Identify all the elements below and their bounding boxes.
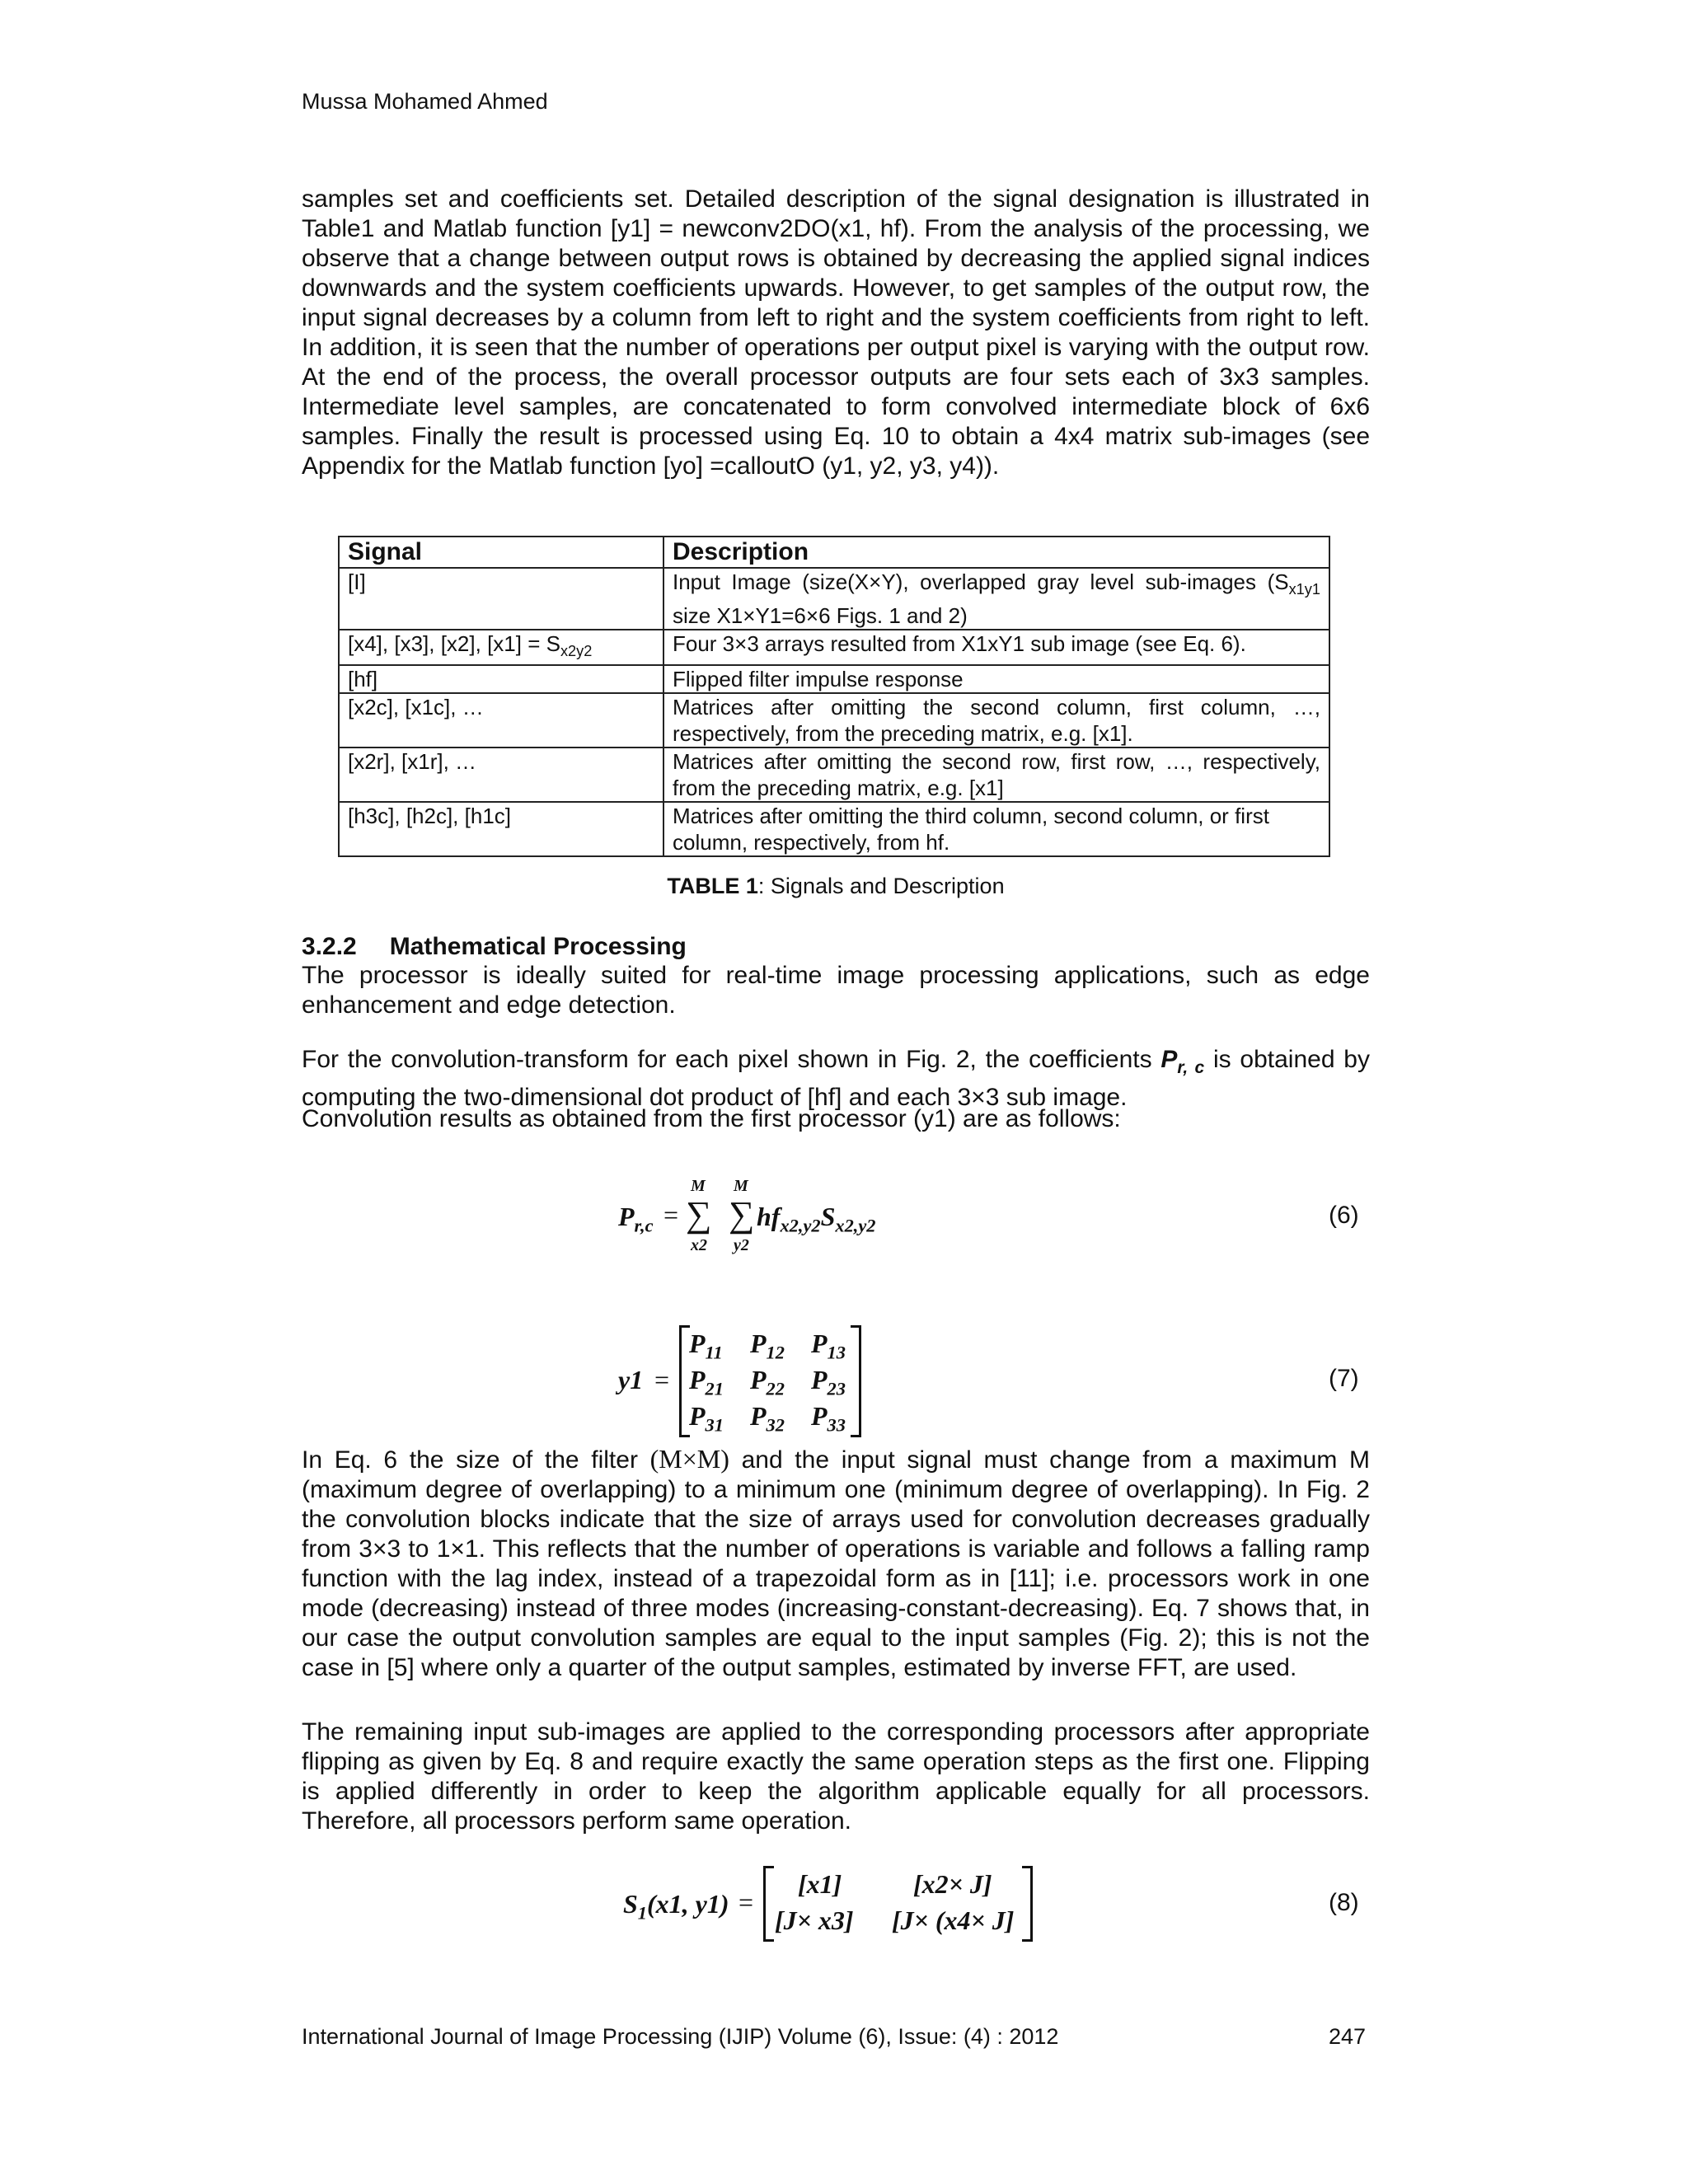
equation-8-number: (8): [1329, 1889, 1359, 1916]
paragraph-applications: The processor is ideally suited for real-time image processing applications, such as edge enhancement and edge detection.: [302, 962, 1370, 1019]
table-cell-description: Matrices after omitting the third column, second column, or first column, respectively, from hf.: [663, 802, 1329, 856]
page-number: 247: [1329, 2024, 1367, 2049]
table-row: [339, 630, 1329, 665]
paragraph-filter-size: In Eq. 6 the size of the filter (M×M) and the input signal must change from a maximum M (maximum degree of overlapping) to a minimum one (minimum degree of overlapping). In Fig. 2 the convolution blocks indicate that the size of arrays used for convolution decreases gradually from 3×3 to 1×1. This reflects that the number of operations is variable and follows a falling ramp function with the lag index, instead of a trapezoidal form as in [11]; i.e. processors work in one mode (decreasing) instead of three modes (increasing-constant-decreasing). Eq. 7 shows that, in our case the output convolution samples are equal to the input samples (Fig. 2); this is not the case in [5] where only a quarter of the output samples, estimated by inverse FFT, are used.: [302, 1444, 1370, 1681]
paragraph-remaining-subimages: The remaining input sub-images are applied to the corresponding processors after appropriate flipping as given by Eq. 8 and require exactly the same operation steps as the first one. Flipping is applied differently in order to keep the algorithm applicable equally for all processors. Therefore, all processors perform same operation.: [302, 1718, 1370, 1835]
table-row: [339, 568, 1329, 630]
paragraph-convolution-results: Convolution results as obtained from the first processor (y1) are as follows:: [302, 1105, 1121, 1132]
equation-7-number: (7): [1329, 1365, 1359, 1392]
table-cell-signal: [x4], [x3], [x2], $[x1] = S_{x2y2}$: [339, 630, 663, 665]
signals-table-container: [338, 536, 1330, 857]
matrix-bracket-right: [1022, 1866, 1033, 1942]
matrix-row: $P_{31}$ $P_{32}$ $P_{33}$: [689, 1401, 846, 1436]
table-row: [339, 802, 1329, 856]
table-cell-description: Flipped filter impulse response: [663, 665, 1329, 693]
signals-table: [338, 536, 1330, 857]
table-row: [339, 693, 1329, 748]
paragraph-coefficients: For the convolution-transform for each pixel shown in Fig. 2, the coefficients $P_{r, c}$ is obtained by computing the two-dimensional dot product of [hf] and each 3×3 sub image.: [302, 1046, 1370, 1111]
matrix-bracket-left: [763, 1866, 774, 1942]
table-cell-signal: [x2c], [x1c], …: [339, 693, 663, 748]
table-cell-description: Four 3×3 arrays resulted from X1xY1 sub image (see Eq. 6).: [663, 630, 1329, 665]
table-cell-description: Input Image (size(X×Y), overlapped gray level sub-images ($S_{x1y1}$ size X1×Y1=6×6 Figs. 1 and 2): [663, 568, 1329, 630]
table-row: [339, 665, 1329, 693]
table-header-signal: Signal: [339, 537, 663, 568]
paragraph-intro: samples set and coefficients set. Detailed description of the signal designation is illustrated in Table1 and Matlab function [y1] = newconv2DO(x1, hf). From the analysis of the processing, we observe that a change between output rows is obtained by decreasing the applied signal indices downwards and the system coefficients upwards. However, to get samples of the output row, the input signal decreases by a column from left to right and the system coefficients from right to left. In addition, it is seen that the number of operations per output pixel is varying with the output row. At the end of the process, the overall processor outputs are four sets each of 3x3 samples. Intermediate level samples, are concatenated to form convolved intermediate block of 6x6 samples. Finally the result is processed using Eq. 10 to obtain a 4x4 matrix sub-images (see Appendix for the Matlab function [yo] =calloutO (y1, y2, y3, y4)).: [302, 185, 1370, 480]
equation-8: $S_1(x1$, y1) = [x1] [x2× J] [J× x3] [J× (x4× J]: [623, 1864, 1052, 1943]
table-cell-signal: [x2r], [x1r], …: [339, 748, 663, 802]
table-cell-signal: [h3c], [h2c], [h1c]: [339, 802, 663, 856]
equation-7: y1 = $P_{11}$ $P_{12}$ $P_{13}$ $P_{21}$ $P_{22}$ $P_{23}$ $P_{31}$ $P_{32}$ $P_{33}$: [618, 1324, 882, 1437]
table-cell-description: Matrices after omitting the second column, first column, …, respectively, from the preceding matrix, e.g. [x1].: [663, 693, 1329, 748]
table-caption: TABLE 1: Signals and Description: [667, 874, 1005, 898]
table-cell-signal: [hf]: [339, 665, 663, 693]
footer-journal: International Journal of Image Processing (IJIP) Volume (6), Issue: (4) : 2012: [302, 2024, 1059, 2049]
table-header-description: Description: [663, 537, 1329, 568]
matrix-bracket-right: [851, 1325, 861, 1437]
equation-6: $P_{r,c}$ = M ∑ x2 M ∑ y2 $hf_{x2,y2}S_{x2,y2}$: [618, 1177, 876, 1254]
equation-6-number: (6): [1329, 1202, 1359, 1229]
matrix-row: $P_{11}$ $P_{12}$ $P_{13}$: [689, 1329, 846, 1363]
table-row: [339, 748, 1329, 802]
table-cell-description: Matrices after omitting the second row, first row, …, respectively, from the preceding matrix, e.g. [x1]: [663, 748, 1329, 802]
table-header-row: [339, 537, 1329, 568]
running-header-author: Mussa Mohamed Ahmed: [302, 89, 548, 114]
section-heading: 3.2.2 Mathematical Processing: [302, 933, 687, 960]
matrix-row: $P_{21}$ $P_{22}$ $P_{23}$: [689, 1365, 846, 1399]
table-cell-signal: [I]: [339, 568, 663, 630]
